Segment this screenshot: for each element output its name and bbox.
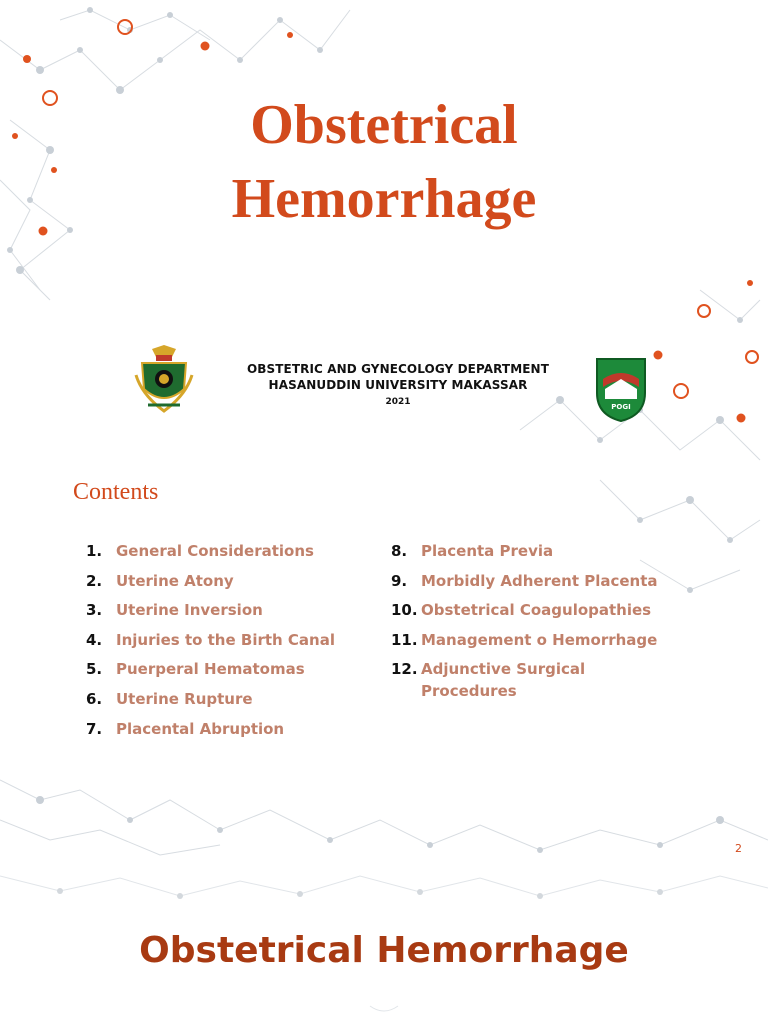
department-block <box>200 361 596 411</box>
page-number: 2 <box>735 842 742 855</box>
contents-heading: Contents <box>73 479 159 505</box>
toc-item-label: Uterine Atony <box>116 571 234 590</box>
slide-title <box>0 88 768 236</box>
department-name: OBSTETRIC AND GYNECOLOGY DEPARTMENT <box>246 362 549 376</box>
toc-item-number: 11. <box>391 630 418 649</box>
toc-item <box>86 570 356 592</box>
toc-item-label: Puerperal Hematomas <box>116 660 305 679</box>
toc-item-number: 4. <box>86 630 103 649</box>
slide-title-line2: Hemorrhage <box>231 168 537 230</box>
slide-title-line1: Obstetrical <box>250 94 518 156</box>
pogi-logo <box>593 353 649 423</box>
toc-item-number: 10. <box>391 601 418 620</box>
university-name: HASANUDDIN UNIVERSITY MAKASSAR <box>268 378 528 392</box>
toc-item <box>391 658 671 702</box>
toc-item-number: 3. <box>86 601 103 620</box>
toc-left-column <box>86 540 356 747</box>
toc-item-number: 9. <box>391 571 408 590</box>
toc-item-label: Adjunctive Surgical Procedures <box>421 660 586 701</box>
toc-item <box>391 629 671 651</box>
toc-right-column <box>391 540 671 710</box>
toc-item-label: Injuries to the Birth Canal <box>116 630 336 649</box>
toc-item <box>86 540 356 562</box>
toc-item <box>391 570 671 592</box>
footer-banner <box>0 866 768 1024</box>
toc-item <box>86 688 356 710</box>
toc-item-number: 5. <box>86 660 103 679</box>
toc-item-label: General Considerations <box>116 542 314 560</box>
toc-item-number: 1. <box>86 542 103 560</box>
toc-item-label: Uterine Inversion <box>116 601 263 620</box>
toc-item <box>391 540 671 562</box>
toc-item-number: 8. <box>391 542 408 560</box>
toc-item-label: Placental Abruption <box>116 719 285 738</box>
toc-item-label: Placenta Previa <box>421 542 554 560</box>
toc-item-label: Management o Hemorrhage <box>421 630 658 649</box>
toc-item-label: Obstetrical Coagulopathies <box>421 601 652 620</box>
toc-item-number: 6. <box>86 689 103 708</box>
toc-item <box>86 718 356 740</box>
toc-item <box>86 658 356 680</box>
toc-item-label: Uterine Rupture <box>116 689 253 708</box>
pogi-logo-text: POGI <box>611 403 631 411</box>
toc-item-number: 7. <box>86 719 103 738</box>
footer-title: Obstetrical Hemorrhage <box>139 930 629 971</box>
university-crest-logo <box>134 345 194 417</box>
toc-item <box>86 599 356 621</box>
toc-item <box>86 629 356 651</box>
year-label: 2021 <box>385 397 411 407</box>
toc-item-number: 12. <box>391 660 418 679</box>
toc-item-number: 2. <box>86 571 103 590</box>
toc-item <box>391 599 671 621</box>
toc-item-label: Morbidly Adherent Placenta <box>421 571 658 590</box>
